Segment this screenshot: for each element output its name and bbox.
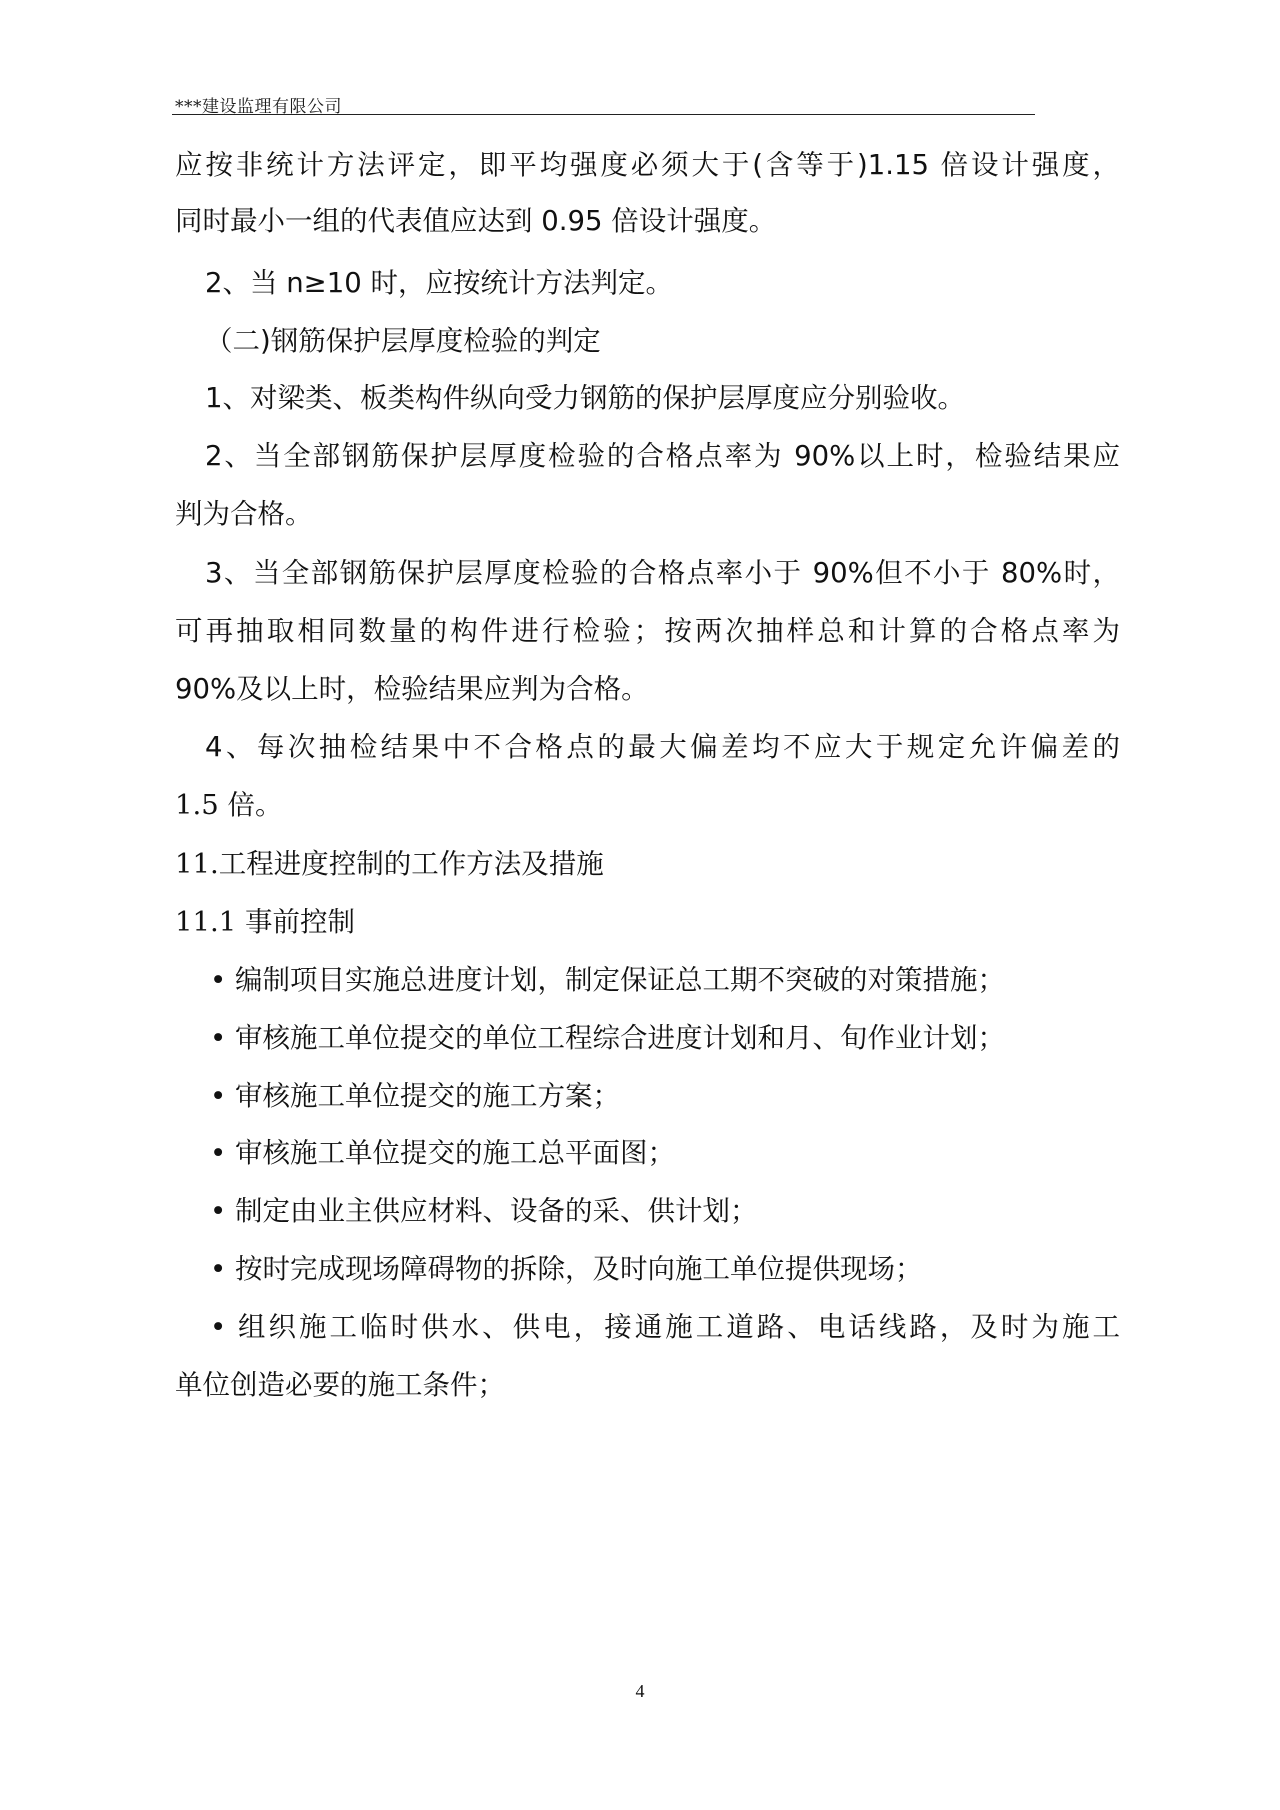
paragraph-line: 4、每次抽检结果中不合格点的最大偏差均不应大于规定允许偏差的	[205, 731, 1120, 763]
section-heading: （二)钢筋保护层厚度检验的判定	[205, 325, 601, 357]
paragraph-line: 1、对梁类、板类构件纵向受力钢筋的保护层厚度应分别验收。	[205, 382, 965, 414]
bullet-item: • 审核施工单位提交的施工总平面图；	[210, 1137, 675, 1169]
bullet-item: • 审核施工单位提交的单位工程综合进度计划和月、旬作业计划；	[210, 1022, 1005, 1054]
bullet-item: • 组织施工临时供水、供电，接通施工道路、电话线路，及时为施工	[210, 1311, 1120, 1343]
header-company-name: ***建设监理有限公司	[175, 97, 342, 117]
paragraph-line: 单位创造必要的施工条件；	[175, 1369, 505, 1401]
section-heading: 11.工程进度控制的工作方法及措施	[175, 848, 604, 880]
bullet-item: • 制定由业主供应材料、设备的采、供计划；	[210, 1195, 758, 1227]
page-number: 4	[635, 1681, 645, 1701]
header-divider	[172, 114, 1035, 115]
bullet-item: • 编制项目实施总进度计划，制定保证总工期不突破的对策措施；	[210, 964, 1005, 996]
subsection-heading: 11.1 事前控制	[175, 906, 355, 938]
paragraph-line: 判为合格。	[175, 498, 313, 530]
paragraph-line: 2、当全部钢筋保护层厚度检验的合格点率为 90%以上时，检验结果应	[205, 440, 1120, 472]
bullet-item: • 审核施工单位提交的施工方案；	[210, 1080, 620, 1112]
paragraph-line: 可再抽取相同数量的构件进行检验；按两次抽样总和计算的合格点率为	[175, 615, 1120, 647]
paragraph-line: 2、当 n≥10 时，应按统计方法判定。	[205, 267, 673, 299]
paragraph-line: 同时最小一组的代表值应达到 0.95 倍设计强度。	[175, 205, 777, 237]
paragraph-line: 3、当全部钢筋保护层厚度检验的合格点率小于 90%但不小于 80%时，	[205, 557, 1120, 589]
bullet-item: • 按时完成现场障碍物的拆除，及时向施工单位提供现场；	[210, 1253, 923, 1285]
paragraph-line: 1.5 倍。	[175, 789, 283, 821]
paragraph-line: 应按非统计方法评定，即平均强度必须大于(含等于)1.15 倍设计强度，	[175, 149, 1120, 181]
paragraph-line: 90%及以上时，检验结果应判为合格。	[175, 673, 649, 705]
